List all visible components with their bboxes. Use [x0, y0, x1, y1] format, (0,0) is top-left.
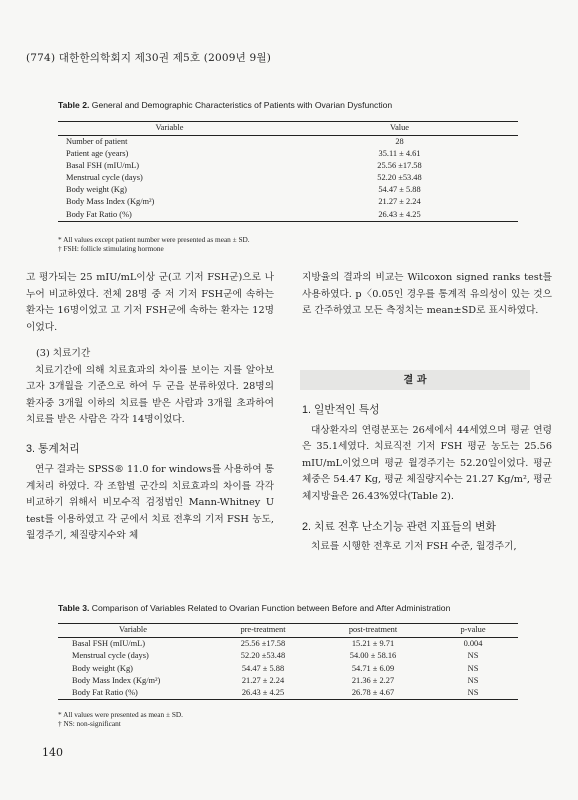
- table3-cell: Menstrual cycle (days): [72, 651, 149, 661]
- table2-cell-value: 35.11 ± 4.61: [378, 149, 421, 159]
- table2-cell-value: 54.47 ± 5.88: [378, 185, 421, 195]
- table3-col-pvalue: p-value: [428, 624, 518, 638]
- table3-cell: NS: [467, 675, 479, 685]
- table3-col-post: post-treatment: [318, 624, 428, 638]
- table3-cell: 26.78 ± 4.67: [318, 687, 428, 700]
- table2-footnote-2: † FSH: follicle stimulating hormone: [58, 243, 164, 253]
- table3-cell: NS: [428, 687, 518, 700]
- table2-cell-value: 52.20 ±53.48: [377, 173, 422, 183]
- table3-col-variable: Variable: [58, 624, 208, 638]
- table-row: [58, 172, 518, 184]
- table2-cell-name: Patient age (years): [66, 149, 129, 159]
- right-column-bottom: [302, 402, 552, 555]
- table-row: [58, 209, 518, 222]
- table2-cell-name: Number of patient: [66, 137, 128, 146]
- table3-cell: 52.20 ±53.48: [240, 651, 286, 661]
- left-para-1: 고 평가되는 25 mIU/mL이상 군(고 기저 FSH군)으로 나누어 비교하였다. 전체 28명 중 저 기저 FSH군에 속하는 환자는 16명이었고 고 기저 FSH군에 속하는 환자는 12명이었다.: [26, 272, 274, 333]
- results-section-title: 결 과: [300, 370, 530, 390]
- table3-cell: 26.43 ± 4.25: [208, 687, 318, 700]
- table2-cell-value: 28: [395, 137, 404, 146]
- table3-cell: NS: [467, 651, 479, 661]
- table2-col-variable: Variable: [58, 122, 281, 136]
- table-row: [58, 148, 518, 160]
- table3-cell: 54.71 ± 6.09: [351, 663, 395, 673]
- table-row: [58, 196, 518, 208]
- page-number: 140: [42, 746, 63, 759]
- table2-footnote-1: * All values except patient number were presented as mean ± SD.: [58, 235, 250, 244]
- table-row: [58, 687, 518, 700]
- table3-cell: 54.00 ± 58.16: [349, 651, 397, 661]
- table2-footnotes: [58, 236, 250, 253]
- left-para-3: 연구 결과는 SPSS® 11.0 for windows를 사용하여 통계처리 하였다. 각 조합별 군간의 치료효과의 차이를 각각 비교하기 위해서 비모수적 검정법인 Mann-Whitney U test를 이용하였고 각 군에서 치료 전후의 기저 FSH 농도, 월경주기, 체질량지수와 체: [26, 464, 274, 541]
- table2-cell-name: Menstrual cycle (days): [66, 173, 143, 183]
- table2-col-value: Value: [281, 122, 518, 136]
- table3-col-pre: pre-treatment: [208, 624, 318, 638]
- table2-cell-name: Basal FSH (mIU/mL): [66, 161, 140, 171]
- table3-cell: 0.004: [463, 639, 483, 648]
- table2-cell-value: 26.43 ± 4.25: [281, 209, 518, 222]
- table-row: [58, 136, 518, 149]
- table2-cell-value: 25.56 ±17.58: [377, 161, 422, 171]
- section-ovarian-change-heading: 2. 치료 전후 난소기능 관련 지표들의 변화: [302, 521, 496, 533]
- table2-cell-value: 21.27 ± 2.24: [378, 197, 421, 207]
- table3-footnotes: [58, 711, 183, 728]
- left-column: [26, 270, 274, 545]
- table3-cell: Body Mass Index (Kg/m²): [72, 675, 161, 685]
- table3-footnote-2: † NS: non-significant: [58, 718, 121, 728]
- table3-cell: Body Fat Ratio (%): [58, 687, 208, 700]
- right-column-top: [302, 270, 552, 320]
- table3-footnote-1: * All values were presented as mean ± SD.: [58, 710, 183, 719]
- right-para-3: 치료를 시행한 전후로 기저 FSH 수준, 월경주기,: [311, 540, 517, 552]
- subsection-treatment-period: (3) 치료기간: [36, 348, 91, 359]
- table3-cell: NS: [467, 663, 479, 673]
- table3-header-row: [58, 624, 518, 638]
- table2-cell-name: Body weight (Kg): [66, 185, 127, 195]
- table3-cell: 21.27 ± 2.24: [241, 675, 285, 685]
- table3-caption-text: Comparison of Variables Related to Ovarian Function between Before and After Administration: [89, 603, 451, 613]
- table3: [58, 623, 518, 700]
- table-row: [58, 675, 518, 687]
- table2-caption: [58, 100, 392, 110]
- left-para-2: 치료기간에 의해 치료효과의 차이를 보이는 지를 알아보고자 3개월을 기준으로 하여 두 군을 분류하였다. 28명의 환자중 3개월 이하의 치료를 받은 사람과 3개월 초과하여 치료를 받은 사람은 각각 14명이었다.: [26, 364, 274, 425]
- right-para-2: 대상환자의 연령분포는 26세에서 44세였으며 평균 연령은 35.1세였다. 치료직전 기저 FSH 평균 농도는 25.56 mIU/mL이었으며 평균 월경주기는 52.20일이었다. 평균 체중은 54.47 Kg, 평균 체질량지수는 21.27 Kg/m², 평균 체지방율은 26.43%였다(Table 2).: [302, 424, 552, 502]
- table2-cell-name: Body Fat Ratio (%): [58, 209, 281, 222]
- table3-cell: 25.56 ±17.58: [240, 639, 286, 648]
- table2-cell-name: Body Mass Index (Kg/m²): [66, 197, 155, 207]
- table2-header-row: [58, 122, 518, 136]
- table3-label: Table 3.: [58, 603, 90, 613]
- table-row: [58, 663, 518, 675]
- table-row: [58, 184, 518, 196]
- table3-cell: 15.21 ± 9.71: [351, 639, 395, 648]
- running-head: (774) 대한한의학회지 제30권 제5호 (2009년 9월): [26, 52, 272, 64]
- table-row: [58, 650, 518, 662]
- table2-label: Table 2.: [58, 100, 90, 110]
- table3-caption: [58, 603, 450, 613]
- table-row: [58, 638, 518, 651]
- table3-cell: 21.36 ± 2.27: [351, 675, 395, 685]
- table2: [58, 121, 518, 222]
- right-para-1: 지방율의 결과의 비교는 Wilcoxon signed ranks test를 사용하였다. p〈0.05인 경우를 통계적 유의성이 있는 것으로 간주하였고 모든 측정치는 mean±SD로 표시하였다.: [302, 272, 552, 316]
- table3-cell: 54.47 ± 5.88: [241, 663, 285, 673]
- table-row: [58, 160, 518, 172]
- table3-cell: Body weight (Kg): [72, 663, 133, 673]
- table3-cell: Basal FSH (mIU/mL): [72, 639, 146, 648]
- section-general-characteristics-heading: 1. 일반적인 특성: [302, 404, 380, 416]
- table2-caption-text: General and Demographic Characteristics of Patients with Ovarian Dysfunction: [89, 100, 393, 110]
- section-statistics-heading: 3. 통계처리: [26, 442, 80, 455]
